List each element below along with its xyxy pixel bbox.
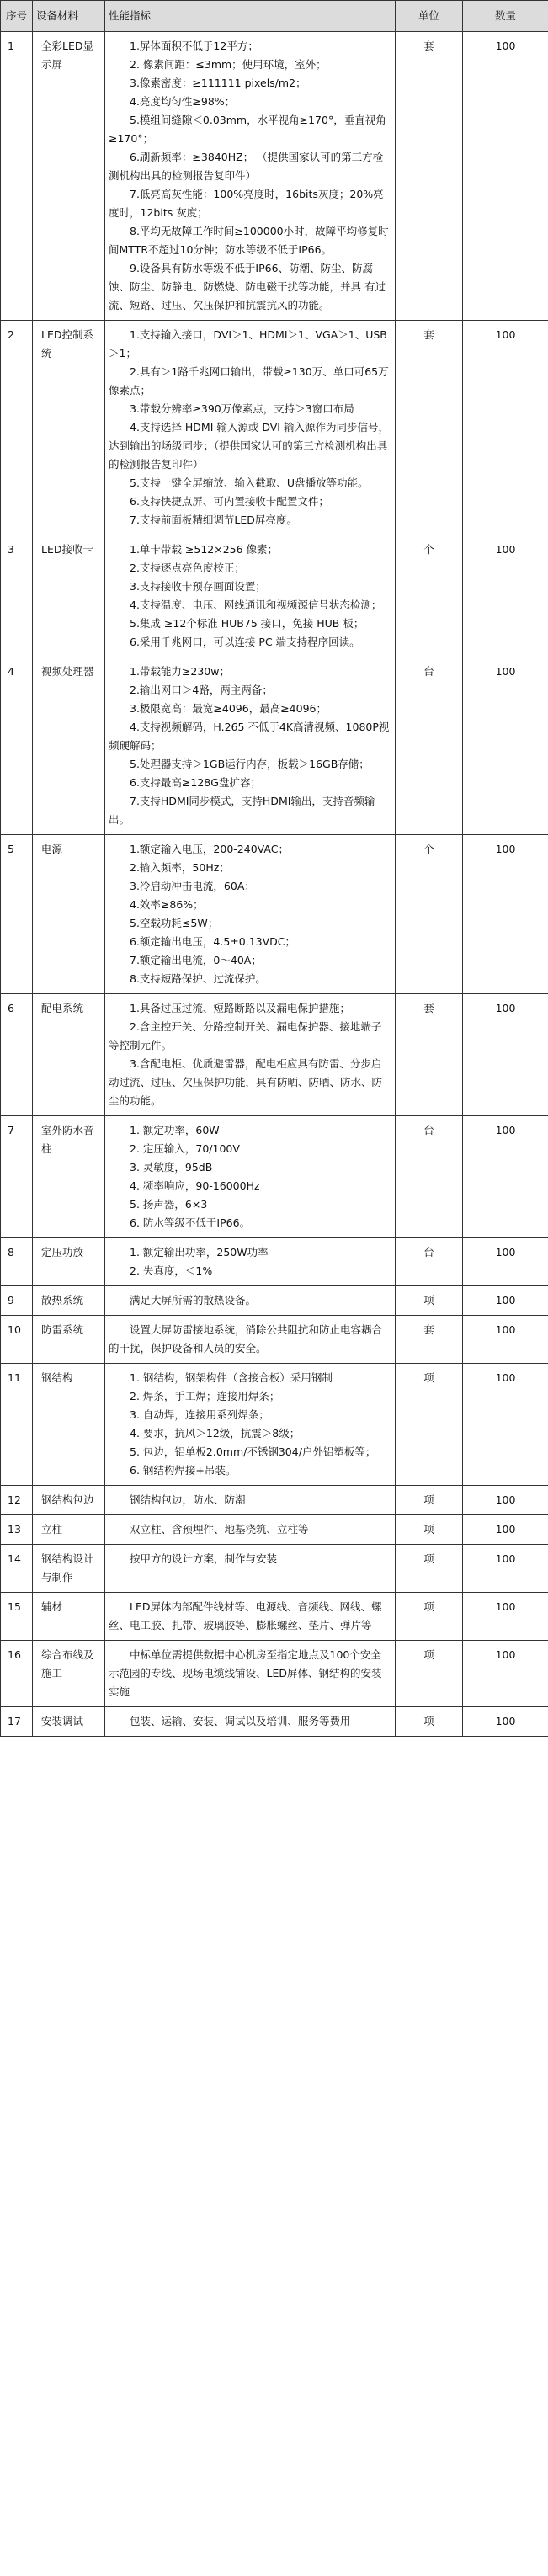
row-number: 10 bbox=[1, 1316, 33, 1364]
spec-line: 3.像素密度：≥111111 pixels/m2； bbox=[130, 77, 306, 89]
table-row bbox=[1, 1364, 548, 1486]
spec-line: 3.含配电柜、优质避雷器，配电柜应具有防雷、分步启动过流、过压、欠压保护功能，具有防晒、防晒、防水、防尘的功能。 bbox=[109, 1057, 383, 1107]
header-spec: 性能指标 bbox=[105, 1, 396, 32]
spec-line: 7.支持HDMI同步模式，支持HDMI输出，支持音频输出。 bbox=[109, 795, 375, 826]
spec-line: 7.额定输出电流，0～40A； bbox=[130, 954, 262, 966]
spec-line: 4. 要求，抗风＞12级，抗震＞8级； bbox=[130, 1427, 301, 1440]
equipment-name: 钢结构包边 bbox=[33, 1486, 105, 1515]
spec-line: 9.设备具有防水等级不低于IP66、防潮、防尘、防腐蚀、防尘、防静电、防燃烧、防电磁干扰等功能，并具 有过流、短路、过压、欠压保护和抗震抗风的功能。 bbox=[109, 262, 386, 311]
row-number: 17 bbox=[1, 1707, 33, 1737]
spec-line: 6.支持最高≥128G盘扩容； bbox=[130, 776, 261, 789]
table-row bbox=[1, 1515, 548, 1545]
quantity-cell: 100 bbox=[463, 1316, 548, 1364]
quantity-cell: 100 bbox=[463, 1286, 548, 1316]
table-row bbox=[1, 1286, 548, 1316]
quantity-cell: 100 bbox=[463, 1515, 548, 1545]
table-row bbox=[1, 1593, 548, 1641]
spec-line: 6. 钢结构焊接+吊装。 bbox=[130, 1464, 237, 1477]
table-row bbox=[1, 994, 548, 1116]
table-row bbox=[1, 657, 548, 835]
unit-cell: 套 bbox=[396, 32, 463, 321]
quantity-cell: 100 bbox=[463, 657, 548, 835]
spec-line: 钢结构包边，防水、防潮 bbox=[130, 1493, 246, 1506]
spec-cell bbox=[105, 835, 396, 994]
spec-line: 3.支持接收卡预存画面设置； bbox=[130, 580, 266, 593]
spec-line: 4.效率≥86%； bbox=[130, 898, 204, 911]
quantity-cell: 100 bbox=[463, 1593, 548, 1641]
unit-cell: 台 bbox=[396, 1238, 463, 1286]
spec-line: 2.支持逐点亮色度校正； bbox=[130, 562, 245, 574]
row-number: 11 bbox=[1, 1364, 33, 1486]
row-number: 7 bbox=[1, 1116, 33, 1238]
equipment-name: 立柱 bbox=[33, 1515, 105, 1545]
unit-cell: 项 bbox=[396, 1486, 463, 1515]
spec-line: 1.单卡带载 ≥512×256 像素； bbox=[130, 543, 279, 556]
spec-line: 2. 定压输入，70/100V bbox=[130, 1142, 240, 1155]
equipment-name: 综合布线及施工 bbox=[33, 1641, 105, 1707]
spec-line: 2.输入频率，50Hz； bbox=[130, 861, 230, 874]
spec-line: 1.具备过压过流、短路断路以及漏电保护措施； bbox=[130, 1002, 350, 1014]
spec-line: 2.含主控开关、分路控制开关、漏电保护器、接地端子等控制元件。 bbox=[109, 1020, 382, 1051]
spec-cell bbox=[105, 1116, 396, 1238]
spec-line: 6.支持快捷点屏、可内置接收卡配置文件； bbox=[130, 495, 329, 508]
unit-cell: 套 bbox=[396, 994, 463, 1116]
equipment-name: 防雷系统 bbox=[33, 1316, 105, 1364]
spec-line: 1.支持输入接口，DVI＞1、HDMI＞1、VGA＞1、USB＞1； bbox=[109, 328, 387, 359]
unit-cell: 项 bbox=[396, 1286, 463, 1316]
unit-cell: 项 bbox=[396, 1641, 463, 1707]
spec-line: 按甲方的设计方案，制作与安装 bbox=[130, 1552, 278, 1565]
quantity-cell: 100 bbox=[463, 1116, 548, 1238]
row-number: 1 bbox=[1, 32, 33, 321]
table-row bbox=[1, 535, 548, 657]
equipment-name: 钢结构设计与制作 bbox=[33, 1545, 105, 1593]
spec-line: 包装、运输、安装、调试以及培训、服务等费用 bbox=[130, 1715, 351, 1727]
row-number: 16 bbox=[1, 1641, 33, 1707]
equipment-name: 辅材 bbox=[33, 1593, 105, 1641]
spec-cell bbox=[105, 1486, 396, 1515]
unit-cell: 项 bbox=[396, 1545, 463, 1593]
quantity-cell: 100 bbox=[463, 535, 548, 657]
row-number: 2 bbox=[1, 321, 33, 535]
spec-line: 5.处理器支持＞1GB运行内存，板载＞16GB存储； bbox=[130, 758, 370, 770]
spec-cell bbox=[105, 1545, 396, 1593]
spec-line: 4. 频率响应，90-16000Hz bbox=[130, 1179, 260, 1192]
row-number: 3 bbox=[1, 535, 33, 657]
table-row bbox=[1, 835, 548, 994]
header-no: 序号 bbox=[1, 1, 33, 32]
spec-line: 8.支持短路保护、过流保护。 bbox=[130, 972, 266, 985]
unit-cell: 台 bbox=[396, 657, 463, 835]
spec-cell bbox=[105, 1707, 396, 1737]
equipment-name: 钢结构 bbox=[33, 1364, 105, 1486]
equipment-name: 散热系统 bbox=[33, 1286, 105, 1316]
unit-cell: 台 bbox=[396, 1116, 463, 1238]
spec-line: 3.冷启动冲击电流，60A； bbox=[130, 880, 255, 892]
spec-cell bbox=[105, 1238, 396, 1286]
spec-cell bbox=[105, 32, 396, 321]
spec-line: 1.额定输入电压，200-240VAC； bbox=[130, 843, 289, 855]
spec-line: 2.输出网口＞4路，两主两备； bbox=[130, 684, 273, 696]
table-row bbox=[1, 1707, 548, 1737]
spec-cell bbox=[105, 1641, 396, 1707]
row-number: 8 bbox=[1, 1238, 33, 1286]
spec-line: 5.模组间缝隙＜0.03mm，水平视角≥170°，垂直视角≥170°； bbox=[109, 114, 386, 145]
quantity-cell: 100 bbox=[463, 32, 548, 321]
spec-line: 双立柱、含预埋件、地基浇筑、立柱等 bbox=[130, 1523, 309, 1535]
spec-line: 4.亮度均匀性≥98%； bbox=[130, 95, 236, 108]
spec-line: 4.支持选择 HDMI 输入源或 DVI 输入源作为同步信号，达到输出的场级同步；（提供国家认可的第三方检测机构出具的检测报告复印件） bbox=[109, 421, 389, 471]
equipment-name: 配电系统 bbox=[33, 994, 105, 1116]
header-qty: 数量 bbox=[463, 1, 548, 32]
quantity-cell: 100 bbox=[463, 1364, 548, 1486]
spec-line: 5.集成 ≥12个标准 HUB75 接口，免接 HUB 板； bbox=[130, 617, 364, 630]
equipment-name: 室外防水音柱 bbox=[33, 1116, 105, 1238]
spec-line: 3. 自动焊，连接用系列焊条； bbox=[130, 1408, 269, 1421]
table-row bbox=[1, 32, 548, 321]
table-row bbox=[1, 1545, 548, 1593]
header-name: 设备材料 bbox=[33, 1, 105, 32]
quantity-cell: 100 bbox=[463, 835, 548, 994]
spec-line: 8.平均无故障工作时间≥100000小时，故障平均修复时间MTTR不超过10分钟；防水等级不低于IP66。 bbox=[109, 225, 389, 256]
unit-cell: 套 bbox=[396, 1316, 463, 1364]
row-number: 12 bbox=[1, 1486, 33, 1515]
spec-line: 6.额定输出电压，4.5±0.13VDC； bbox=[130, 935, 296, 948]
spec-cell bbox=[105, 1515, 396, 1545]
spec-cell bbox=[105, 994, 396, 1116]
equipment-name: 全彩LED显示屏 bbox=[33, 32, 105, 321]
unit-cell: 个 bbox=[396, 835, 463, 994]
spec-cell bbox=[105, 321, 396, 535]
equipment-name: LED接收卡 bbox=[33, 535, 105, 657]
row-number: 15 bbox=[1, 1593, 33, 1641]
table-row bbox=[1, 1316, 548, 1364]
quantity-cell: 100 bbox=[463, 994, 548, 1116]
spec-cell bbox=[105, 535, 396, 657]
spec-line: 6.采用千兆网口，可以连接 PC 端支持程序回读。 bbox=[130, 636, 360, 648]
spec-cell bbox=[105, 1364, 396, 1486]
spec-line: 7.支持前面板精细调节LED屏亮度。 bbox=[130, 514, 297, 526]
table-header-row bbox=[1, 1, 548, 32]
spec-line: 设置大屏防雷接地系统，消除公共阻抗和防止电容耦合的干扰，保护设备和人员的安全。 bbox=[109, 1323, 383, 1355]
spec-line: 5. 扬声器，6×3 bbox=[130, 1198, 208, 1211]
row-number: 14 bbox=[1, 1545, 33, 1593]
spec-line: 中标单位需提供数据中心机房至指定地点及100个安全示范园的专线、现场电缆线铺设、LED屏体、钢结构的安装实施 bbox=[109, 1648, 382, 1698]
row-number: 6 bbox=[1, 994, 33, 1116]
spec-cell bbox=[105, 1593, 396, 1641]
spec-line: 7.低亮高灰性能：100%亮度时，16bits灰度；20%亮度时，12bits 灰度； bbox=[109, 188, 384, 219]
spec-line: 满足大屏所需的散热设备。 bbox=[130, 1294, 257, 1307]
row-number: 4 bbox=[1, 657, 33, 835]
header-unit: 单位 bbox=[396, 1, 463, 32]
spec-line: 2.具有＞1路千兆网口输出，带载≥130万、单口可65万像素点； bbox=[109, 365, 389, 397]
spec-line: 3.极限宽高：最宽≥4096，最高≥4096； bbox=[130, 702, 327, 715]
spec-line: 1.带载能力≥230w； bbox=[130, 665, 230, 678]
equipment-name: 安装调试 bbox=[33, 1707, 105, 1737]
spec-line: LED屏体内部配件线材等、电源线、音频线、网线、螺丝、电工胶、扎带、玻璃胶等、膨胀螺丝、垫片、弹片等 bbox=[109, 1600, 382, 1631]
table-row bbox=[1, 1641, 548, 1707]
row-number: 9 bbox=[1, 1286, 33, 1316]
spec-line: 3. 灵敏度，95dB bbox=[130, 1161, 213, 1174]
spec-line: 1. 额定输出功率，250W功率 bbox=[130, 1246, 269, 1259]
spec-cell bbox=[105, 657, 396, 835]
unit-cell: 项 bbox=[396, 1515, 463, 1545]
unit-cell: 项 bbox=[396, 1707, 463, 1737]
row-number: 13 bbox=[1, 1515, 33, 1545]
equipment-name: LED控制系统 bbox=[33, 321, 105, 535]
equipment-name: 视频处理器 bbox=[33, 657, 105, 835]
quantity-cell: 100 bbox=[463, 1707, 548, 1737]
unit-cell: 项 bbox=[396, 1593, 463, 1641]
unit-cell: 套 bbox=[396, 321, 463, 535]
spec-line: 6.刷新频率：≥3840HZ； （提供国家认可的第三方检测机构出具的检测报告复印件） bbox=[109, 151, 384, 182]
quantity-cell: 100 bbox=[463, 321, 548, 535]
spec-line: 2. 焊条，手工焊；连接用焊条； bbox=[130, 1390, 280, 1402]
spec-line: 2. 像素间距：≤3mm；使用环境，室外； bbox=[130, 58, 327, 71]
quantity-cell: 100 bbox=[463, 1238, 548, 1286]
spec-cell bbox=[105, 1316, 396, 1364]
spec-line: 4.支持视频解码，H.265 不低于4K高清视频、1080P视频硬解码； bbox=[109, 721, 390, 752]
spec-line: 4.支持温度、电压、网线通讯和视频源信号状态检测； bbox=[130, 599, 382, 611]
quantity-cell: 100 bbox=[463, 1545, 548, 1593]
unit-cell: 项 bbox=[396, 1364, 463, 1486]
spec-line: 1. 钢结构，钢架构件（含接合板）采用钢制 bbox=[130, 1371, 333, 1384]
spec-line: 1.屏体面积不低于12平方； bbox=[130, 40, 258, 52]
quantity-cell: 100 bbox=[463, 1486, 548, 1515]
quantity-cell: 100 bbox=[463, 1641, 548, 1707]
unit-cell: 个 bbox=[396, 535, 463, 657]
spec-cell bbox=[105, 1286, 396, 1316]
equipment-name: 电源 bbox=[33, 835, 105, 994]
table-row bbox=[1, 1116, 548, 1238]
table-row bbox=[1, 1238, 548, 1286]
equipment-name: 定压功放 bbox=[33, 1238, 105, 1286]
spec-line: 2. 失真度，＜1% bbox=[130, 1264, 213, 1277]
table-row bbox=[1, 321, 548, 535]
table-row bbox=[1, 1486, 548, 1515]
spec-line: 1. 额定功率，60W bbox=[130, 1124, 220, 1136]
spec-line: 3.带载分辨率≥390万像素点，支持＞3窗口布局 bbox=[130, 402, 354, 415]
spec-line: 6. 防水等级不低于IP66。 bbox=[130, 1216, 251, 1229]
spec-line: 5.支持一键全屏缩放、输入截取、U盘播放等功能。 bbox=[130, 476, 369, 489]
row-number: 5 bbox=[1, 835, 33, 994]
table-body bbox=[1, 32, 548, 1737]
spec-line: 5. 包边，铝单板2.0mm/不锈钢304/户外铝塑板等； bbox=[130, 1445, 376, 1458]
spec-line: 5.空载功耗≤5W； bbox=[130, 917, 219, 929]
